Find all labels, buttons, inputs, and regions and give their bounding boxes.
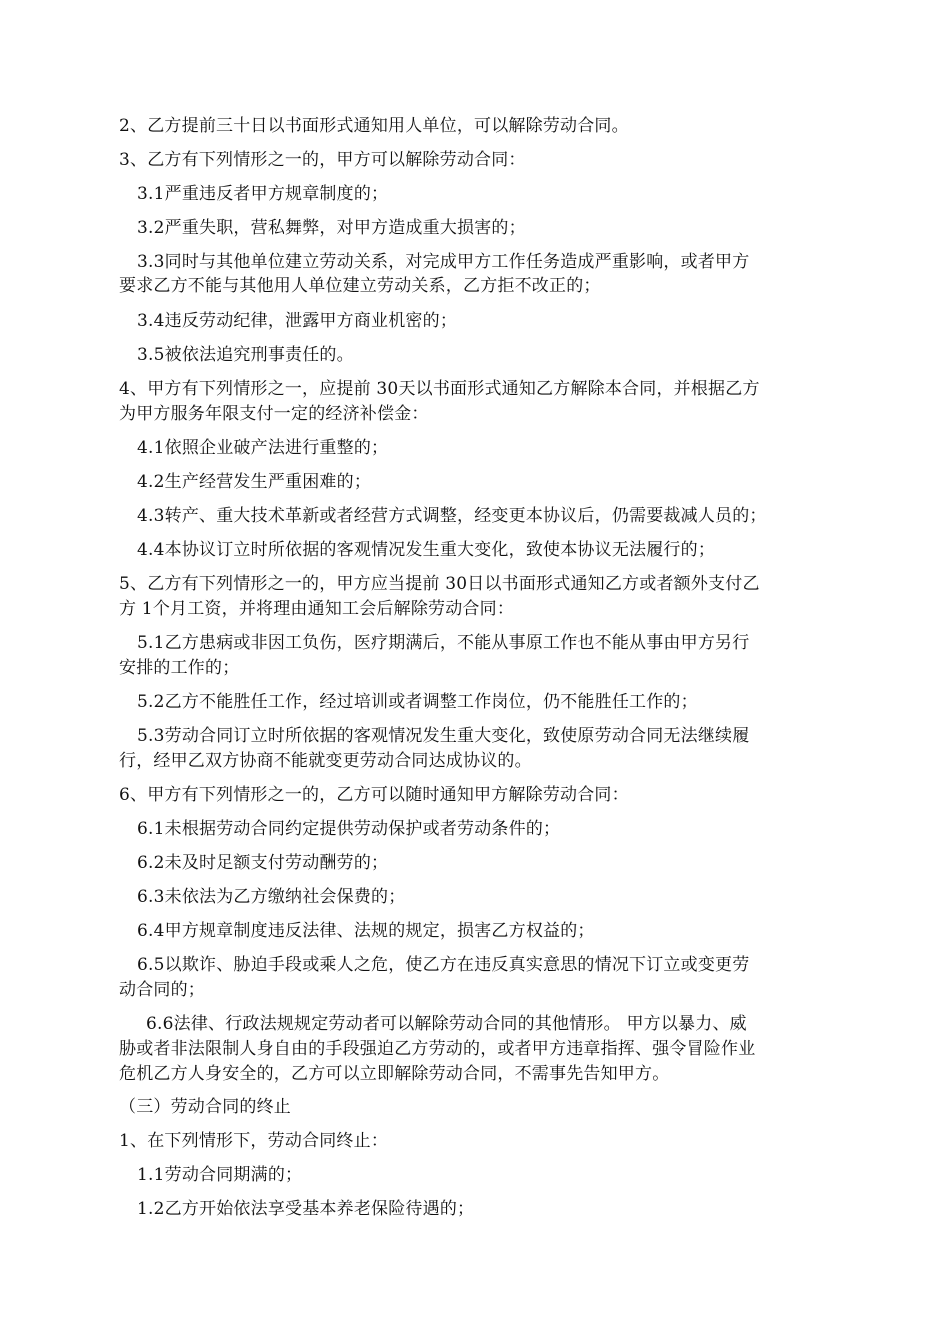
clause-5-3-line-1: 5.3劳动合同订立时所依据的客观情况发生重大变化，致使原劳动合同无法继续履 — [137, 726, 750, 746]
clause-4-4: 4.4本协议订立时所依据的客观情况发生重大变化，致使本协议无法履行的； — [137, 540, 716, 560]
clause-5-2: 5.2乙方不能胜任工作，经过培训或者调整工作岗位，仍不能胜任工作的； — [137, 692, 698, 712]
clause-4-line-1: 4、甲方有下列情形之一，应提前 30天以书面形式通知乙方解除本合同，并根据乙方 — [119, 379, 760, 399]
clause-3-2: 3.2严重失职，营私舞弊，对甲方造成重大损害的； — [137, 218, 526, 238]
clause-4-3: 4.3转产、重大技术革新或者经营方式调整，经变更本协议后，仍需要裁减人员的； — [137, 506, 767, 526]
section-3-heading: （三）劳动合同的终止 — [119, 1097, 291, 1117]
clause-6-3: 6.3未依法为乙方缴纳社会保费的； — [137, 887, 406, 907]
clause-5-1-line-1: 5.1乙方患病或非因工负伤，医疗期满后，不能从事原工作也不能从事由甲方另行 — [137, 633, 750, 653]
clause-5-line-2: 方 1个月工资，并将理由通知工会后解除劳动合同： — [119, 599, 515, 619]
clause-3-3-line-1: 3.3同时与其他单位建立劳动关系，对完成甲方工作任务造成严重影响，或者甲方 — [137, 252, 750, 272]
termination-clause-1-1: 1.1劳动合同期满的； — [137, 1165, 303, 1185]
clause-3: 3、乙方有下列情形之一的，甲方可以解除劳动合同： — [119, 150, 526, 170]
clause-6-6-line-2: 胁或者非法限制人身自由的手段强迫乙方劳动的，或者甲方违章指挥、强令冒险作业 — [119, 1039, 756, 1059]
clause-3-5: 3.5被依法追究刑事责任的。 — [137, 345, 354, 365]
clause-5-3-line-2: 行，经甲乙双方协商不能就变更劳动合同达成协议的。 — [119, 751, 532, 771]
clause-6-6-line-3: 危机乙方人身安全的，乙方可以立即解除劳动合同，不需事先告知甲方。 — [119, 1064, 670, 1084]
termination-clause-1: 1、在下列情形下，劳动合同终止： — [119, 1131, 389, 1151]
clause-4-line-2: 为甲方服务年限支付一定的经济补偿金： — [119, 404, 429, 424]
clause-6-6-line-1: 6.6法律、行政法规规定劳动者可以解除劳动合同的其他情形。 甲方以暴力、威 — [146, 1014, 747, 1034]
clause-4-2: 4.2生产经营发生严重困难的； — [137, 472, 372, 492]
clause-3-4: 3.4违反劳动纪律，泄露甲方商业机密的； — [137, 311, 458, 331]
clause-6-5-line-1: 6.5以欺诈、胁迫手段或乘人之危，使乙方在违反真实意思的情况下订立或变更劳 — [137, 955, 750, 975]
clause-6-1: 6.1未根据劳动合同约定提供劳动保护或者劳动条件的； — [137, 819, 561, 839]
clause-6-2: 6.2未及时足额支付劳动酬劳的； — [137, 853, 389, 873]
clause-6: 6、甲方有下列情形之一的，乙方可以随时通知甲方解除劳动合同： — [119, 785, 629, 805]
clause-3-1: 3.1严重违反者甲方规章制度的； — [137, 184, 389, 204]
termination-clause-1-2: 1.2乙方开始依法享受基本养老保险待遇的； — [137, 1199, 475, 1219]
clause-2: 2、乙方提前三十日以书面形式通知用人单位，可以解除劳动合同。 — [119, 116, 629, 136]
clause-5-line-1: 5、乙方有下列情形之一的，甲方应当提前 30日以书面形式通知乙方或者额外支付乙 — [119, 574, 760, 594]
clause-6-4: 6.4甲方规章制度违反法律、法规的规定，损害乙方权益的； — [137, 921, 595, 941]
clause-5-1-line-2: 安排的工作的； — [119, 658, 240, 678]
clause-4-1: 4.1依照企业破产法进行重整的； — [137, 438, 389, 458]
clause-6-5-line-2: 动合同的； — [119, 980, 205, 1000]
clause-3-3-line-2: 要求乙方不能与其他用人单位建立劳动关系，乙方拒不改正的； — [119, 276, 601, 296]
